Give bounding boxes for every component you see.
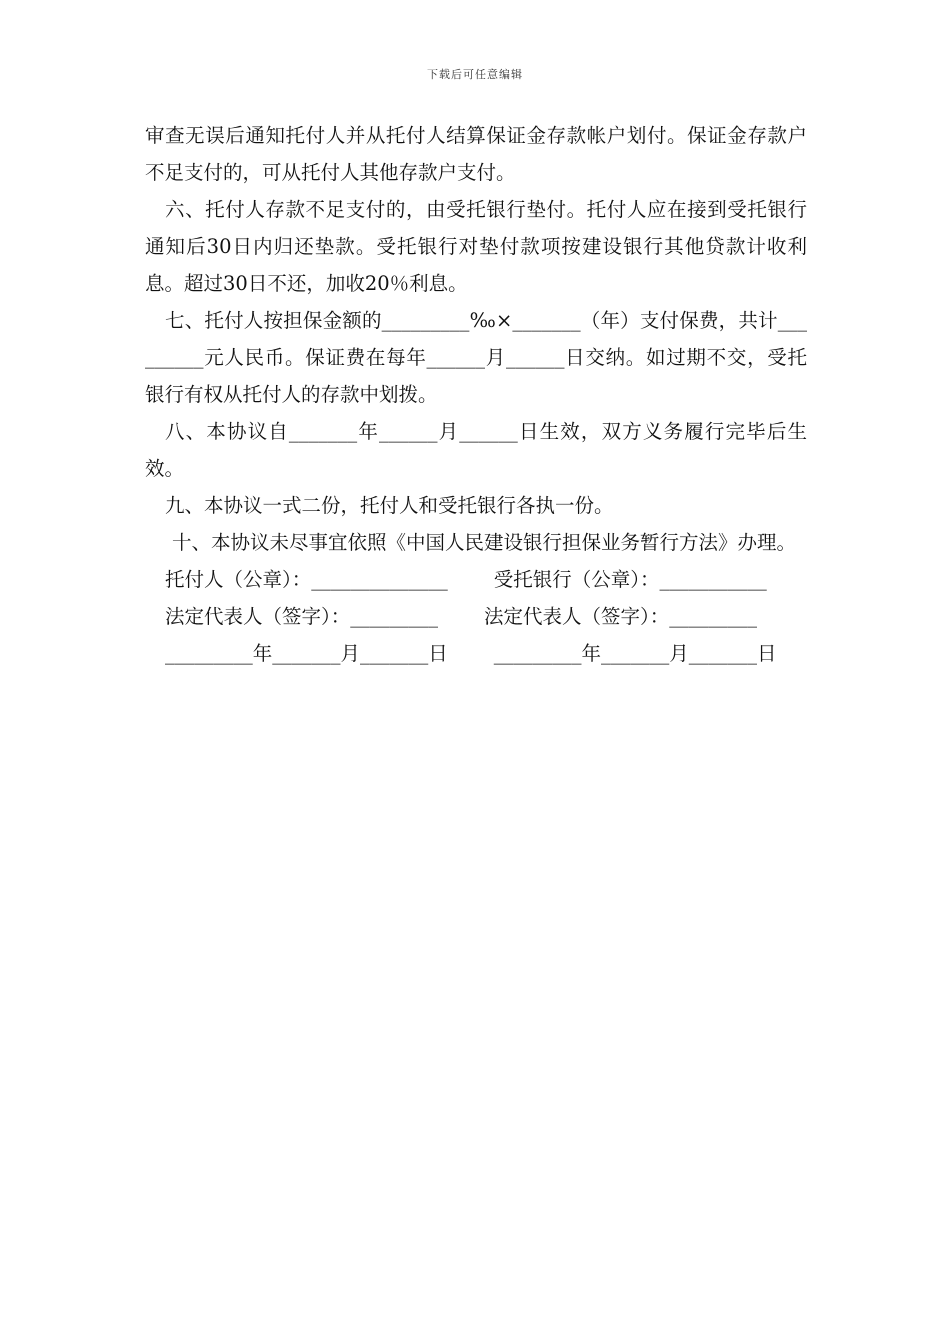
signature-rep-row xyxy=(145,598,807,635)
clause-10: 十、本协议未尽事宜依照《中国人民建设银行担保业务暂行方法》办理。 xyxy=(172,531,797,554)
rep-right: 法定代表人（签字）：_________ xyxy=(484,605,758,628)
page-header-note: 下载后可任意编辑 xyxy=(427,68,523,81)
clause-7: 七、托付人按担保金额的_________‰×_______（年）支付保费，共计_________元人民币。保证费在每年______月______日交纳。如过期不交，受托银行有权从托付人的存款中划拨。 xyxy=(145,309,807,406)
signature-date-row xyxy=(145,635,807,672)
signature-seal-row xyxy=(145,561,807,598)
date-right: _________年_______月_______日 xyxy=(493,642,777,665)
clause-6: 六、托付人存款不足支付的，由受托银行垫付。托付人应在接到受托银行通知后30日内归还垫款。受托银行对垫付款项按建设银行其他贷款计收利息。超过30日不还，加收20％利息。 xyxy=(145,198,807,295)
paragraph-continuation: 审查无误后通知托付人并从托付人结算保证金存款帐户划付。保证金存款户不足支付的，可从托付人其他存款户支付。 xyxy=(145,124,807,184)
rep-left: 法定代表人（签字）：_________ xyxy=(165,605,439,628)
clause-8: 八、本协议自_______年______月______日生效，双方义务履行完毕后生效。 xyxy=(145,420,807,480)
clause-9: 九、本协议一式二份，托付人和受托银行各执一份。 xyxy=(165,494,614,517)
date-left: _________年_______月_______日 xyxy=(165,642,448,665)
document-body xyxy=(145,117,807,672)
seal-left: 托付人（公章）：______________ xyxy=(165,568,448,591)
seal-right: 受托银行（公章）：___________ xyxy=(493,568,767,591)
